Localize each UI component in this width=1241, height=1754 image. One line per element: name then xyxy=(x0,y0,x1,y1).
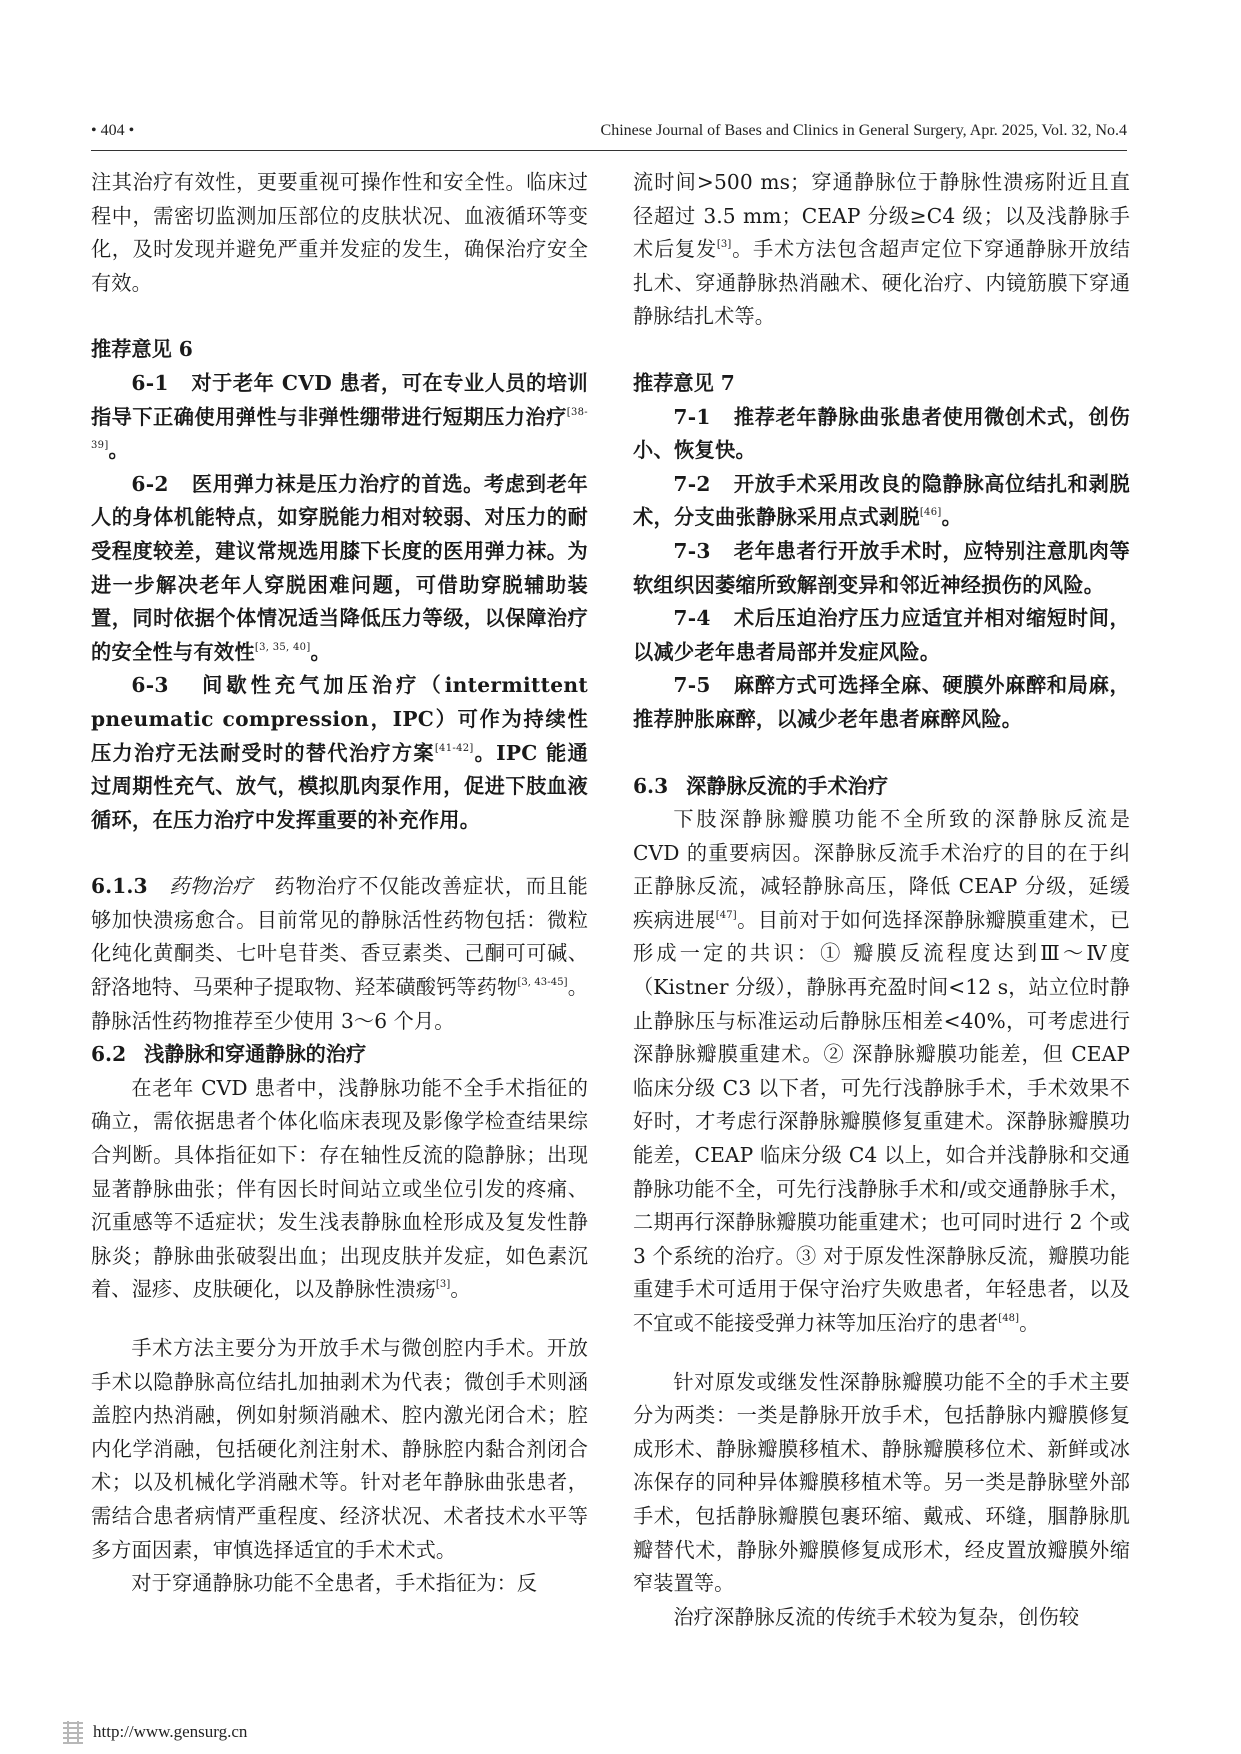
section-6-2-paragraph-1: 在老年 CVD 患者中，浅静脉功能不全手术指征的确立，需依据患者个体化临床表现及影像学检查结果综合判断。具体指征如下：存在轴性反流的隐静脉；出现显著静脉曲张；伴有因长时间站立或坐位引发的疼痛、沉重感等不适症状；发生浅表静脉血栓形成及复发性静脉炎；静脉曲张破裂出血；出现皮肤并发症，如色素沉着、湿疹、皮肤硬化，以及静脉性溃疡[3]。 xyxy=(91,1075,588,1302)
citation: [3] xyxy=(435,1279,451,1291)
rec-text: 老年患者行开放手术时，应特别注意肌肉等软组织因萎缩所致解剖变异和邻近神经损伤的风险。 xyxy=(633,538,1130,597)
recommendation-7-4 xyxy=(633,602,1130,669)
intro-paragraph: 注其治疗有效性，更要重视可操作性和安全性。临床过程中，需密切监测加压部位的皮肤状况、血液循环等变化，及时发现并避免严重并发症的发生，确保治疗安全有效。 xyxy=(91,170,588,295)
section-number: 6.3 xyxy=(633,773,669,798)
rec-text: 术后压迫治疗压力应适宜并相对缩短时间，以减少老年患者局部并发症风险。 xyxy=(633,606,1130,664)
recommendation-7-1 xyxy=(633,401,1130,468)
section-6-2-paragraph-2: 手术方法主要分为开放手术与微创腔内手术。开放手术以隐静脉高位结扎加抽剥术为代表；微创手术则涵盖腔内热消融，例如射频消融术、腔内激光闭合术；腔内化学消融，包括硬化剂注射术、静脉腔内黏合剂闭合术；以及机械化学消融术等。针对老年静脉曲张患者，需结合患者病情严重程度、经济状况、术者技术水平等多方面因素，审慎选择适宜的手术术式。 xyxy=(91,1336,588,1562)
section-title: 深静脉反流的手术治疗 xyxy=(686,773,889,798)
recommendation-7-5 xyxy=(633,669,1130,736)
section-number: 6.2 xyxy=(91,1042,127,1067)
section-6-3-heading xyxy=(633,770,1130,804)
rec-text: 麻醉方式可选择全麻、硬膜外麻醉和局麻，推荐肿胀麻醉，以减少老年患者麻醉风险。 xyxy=(633,673,1130,731)
rec-number: 7-3 xyxy=(673,538,711,563)
rec-number: 7-2 xyxy=(673,471,711,496)
section-6-2-paragraph-3: 对于穿通静脉功能不全患者，手术指征为：反 xyxy=(131,1571,538,1596)
recommendation-6-1: 6-1 对于老年 CVD 患者，可在专业人员的培训指导下正确使用弹性与非弹性绷带进行短期压力治疗[38-39]。 xyxy=(91,370,588,463)
section-6-3-paragraph-3: 治疗深静脉反流的传统手术较为复杂，创伤较 xyxy=(673,1604,1080,1629)
recommendation-6-title: 推荐意见 6 xyxy=(91,337,193,362)
section-6-3-paragraph-1: 下肢深静脉瓣膜功能不全所致的深静脉反流是 CVD 的重要病因。深静脉反流手术治疗的目的在于纠正静脉反流，减轻静脉高压，降低 CEAP 分级，延缓疾病进展[47]。目前对于如何选择深静脉瓣膜重建术，已形成一定的共识：① 瓣膜反流程度达到Ⅲ～Ⅳ度（Kistner 分级），静脉再充盈时间<12 s，站立位时静止静脉压与标准运动后静脉压相差<40%，可考虑进行深静脉瓣膜重建术。② 深静脉瓣膜功能差，但 CEAP 临床分级 C3 以下者，可先行浅静脉手术，手术效果不好时，才考虑行深静脉瓣膜修复重建术。深静脉瓣膜功能差，CEAP 临床分级 C4 以上，如合并浅静脉和交通静脉功能不全，可先行浅静脉手术和/或交通静脉手术，二期再行深静脉瓣膜功能重建术；也可同时进行 2 个或 3 个系统的治疗。③ 对于原发性深静脉反流，瓣膜功能重建手术可适用于保守治疗失败患者，年轻患者，以及不宜或不能接受弹力袜等加压治疗的患者[48]。 xyxy=(633,807,1130,1335)
citation: [3] xyxy=(716,239,732,251)
section-6-3-paragraph-2: 针对原发或继发性深静脉瓣膜功能不全的手术主要分为两类：一类是静脉开放手术，包括静脉内瓣膜修复成形术、静脉瓣膜移植术、静脉瓣膜移位术、新鲜或冰冻保存的同种异体瓣膜移植术等。另一类是静脉壁外部手术，包括静脉瓣膜包裹环缩、戴戒、环缝，腘静脉肌瓣替代术，静脉外瓣膜修复成形术，经皮置放瓣膜外缩窄装置等。 xyxy=(633,1369,1130,1596)
recommendation-6-2: 6-2 医用弹力袜是压力治疗的首选。考虑到老年人的身体机能特点，如穿脱能力相对较弱、对压力的耐受程度较差，建议常规选用膝下长度的医用弹力袜。为进一步解决老年人穿脱困难问题，可借助穿脱辅助装置，同时依据个体情况适当降低压力等级，以保障治疗的安全性与有效性[3, 35, 40]。 xyxy=(91,471,588,664)
journal-logo-icon xyxy=(60,1719,86,1745)
rec-number: 6-3 xyxy=(131,673,169,698)
citation: [3, 35, 40] xyxy=(254,641,311,653)
rec-text: 推荐老年静脉曲张患者使用微创术式，创伤小、恢复快。 xyxy=(633,404,1130,463)
rec-number: 7-4 xyxy=(673,606,711,631)
rec-text: 医用弹力袜是压力治疗的首选。考虑到老年人的身体机能特点，如穿脱能力相对较弱、对压力的耐受程度较差，建议常规选用膝下长度的医用弹力袜。为进一步解决老年人穿脱困难问题，可借助穿脱辅助装置，同时依据个体情况适当降低压力等级，以保障治疗的安全性与有效性 xyxy=(91,471,588,664)
rec-text: 开放手术采用改良的隐静脉高位结扎和剥脱术，分支曲张静脉采用点式剥脱 xyxy=(633,471,1130,530)
citation: [38-39] xyxy=(91,406,588,452)
continued-paragraph: 流时间>500 ms；穿通静脉位于静脉性溃疡附近且直径超过 3.5 mm；CEAP 分级≥C4 级；以及浅静脉手术后复发[3]。手术方法包含超声定位下穿通静脉开放结扎术、穿通静脉热消融术、硬化治疗、内镜筋膜下穿通静脉结扎术等。 xyxy=(633,170,1130,329)
citation: [46] xyxy=(919,507,942,519)
rec-number: 6-2 xyxy=(131,471,169,496)
citation: [41-42] xyxy=(434,742,474,754)
recommendation-7-3 xyxy=(633,535,1130,602)
recommendation-7-2: 7-2 开放手术采用改良的隐静脉高位结扎和剥脱术，分支曲张静脉采用点式剥脱[46]。 xyxy=(633,471,1130,530)
rec-number: 7-5 xyxy=(673,673,711,698)
rec-text: 对于老年 CVD 患者，可在专业人员的培训指导下正确使用弹性与非弹性绷带进行短期压力治疗 xyxy=(91,370,588,429)
citation: [47] xyxy=(715,909,737,921)
section-6-2-heading xyxy=(91,1038,588,1072)
citation: [3, 43-45] xyxy=(517,977,568,989)
running-header xyxy=(91,118,1127,151)
citation: [48] xyxy=(998,1313,1020,1324)
section-number: 6.1.3 xyxy=(91,874,148,899)
journal-url[interactable]: http://www.gensurg.cn xyxy=(93,1722,248,1741)
right-column xyxy=(633,166,1130,1634)
journal-citation: Chinese Journal of Bases and Clinics in General Surgery, Apr. 2025, Vol. 32, No.4 xyxy=(600,122,1127,139)
rec-number: 7-1 xyxy=(673,404,711,429)
rec-number: 6-1 xyxy=(131,370,169,395)
left-column xyxy=(91,166,588,1601)
section-title: 浅静脉和穿通静脉的治疗 xyxy=(144,1042,367,1067)
recommendation-6-3: 6-3 间歇性充气加压治疗（intermittent pneumatic compression，IPC）可作为持续性压力治疗无法耐受时的替代治疗方案[41-42]。IPC 能通过周期性充气、放气，模拟肌肉泵作用，促进下肢血液循环，在压力治疗中发挥重要的补充作用。 xyxy=(91,673,588,832)
recommendation-7-title: 推荐意见 7 xyxy=(633,370,735,395)
section-6-1-3-paragraph: 6.1.3 药物治疗 药物治疗不仅能改善症状，而且能够加快溃疡愈合。目前常见的静脉活性药物包括：微粒化纯化黄酮类、七叶皂苷类、香豆素类、己酮可可碱、舒洛地特、马栗种子提取物、羟苯磺酸钙等药物[3, 43-45]。静脉活性药物推荐至少使用 3～6 个月。 xyxy=(91,874,588,1033)
rec-text: 间歇性充气加压治疗（intermittent pneumatic compression，IPC）可作为持续性压力治疗无法耐受时的替代治疗方案 xyxy=(91,673,588,765)
section-title: 药物治疗 xyxy=(169,874,253,899)
page-number: • 404 • xyxy=(91,122,135,139)
